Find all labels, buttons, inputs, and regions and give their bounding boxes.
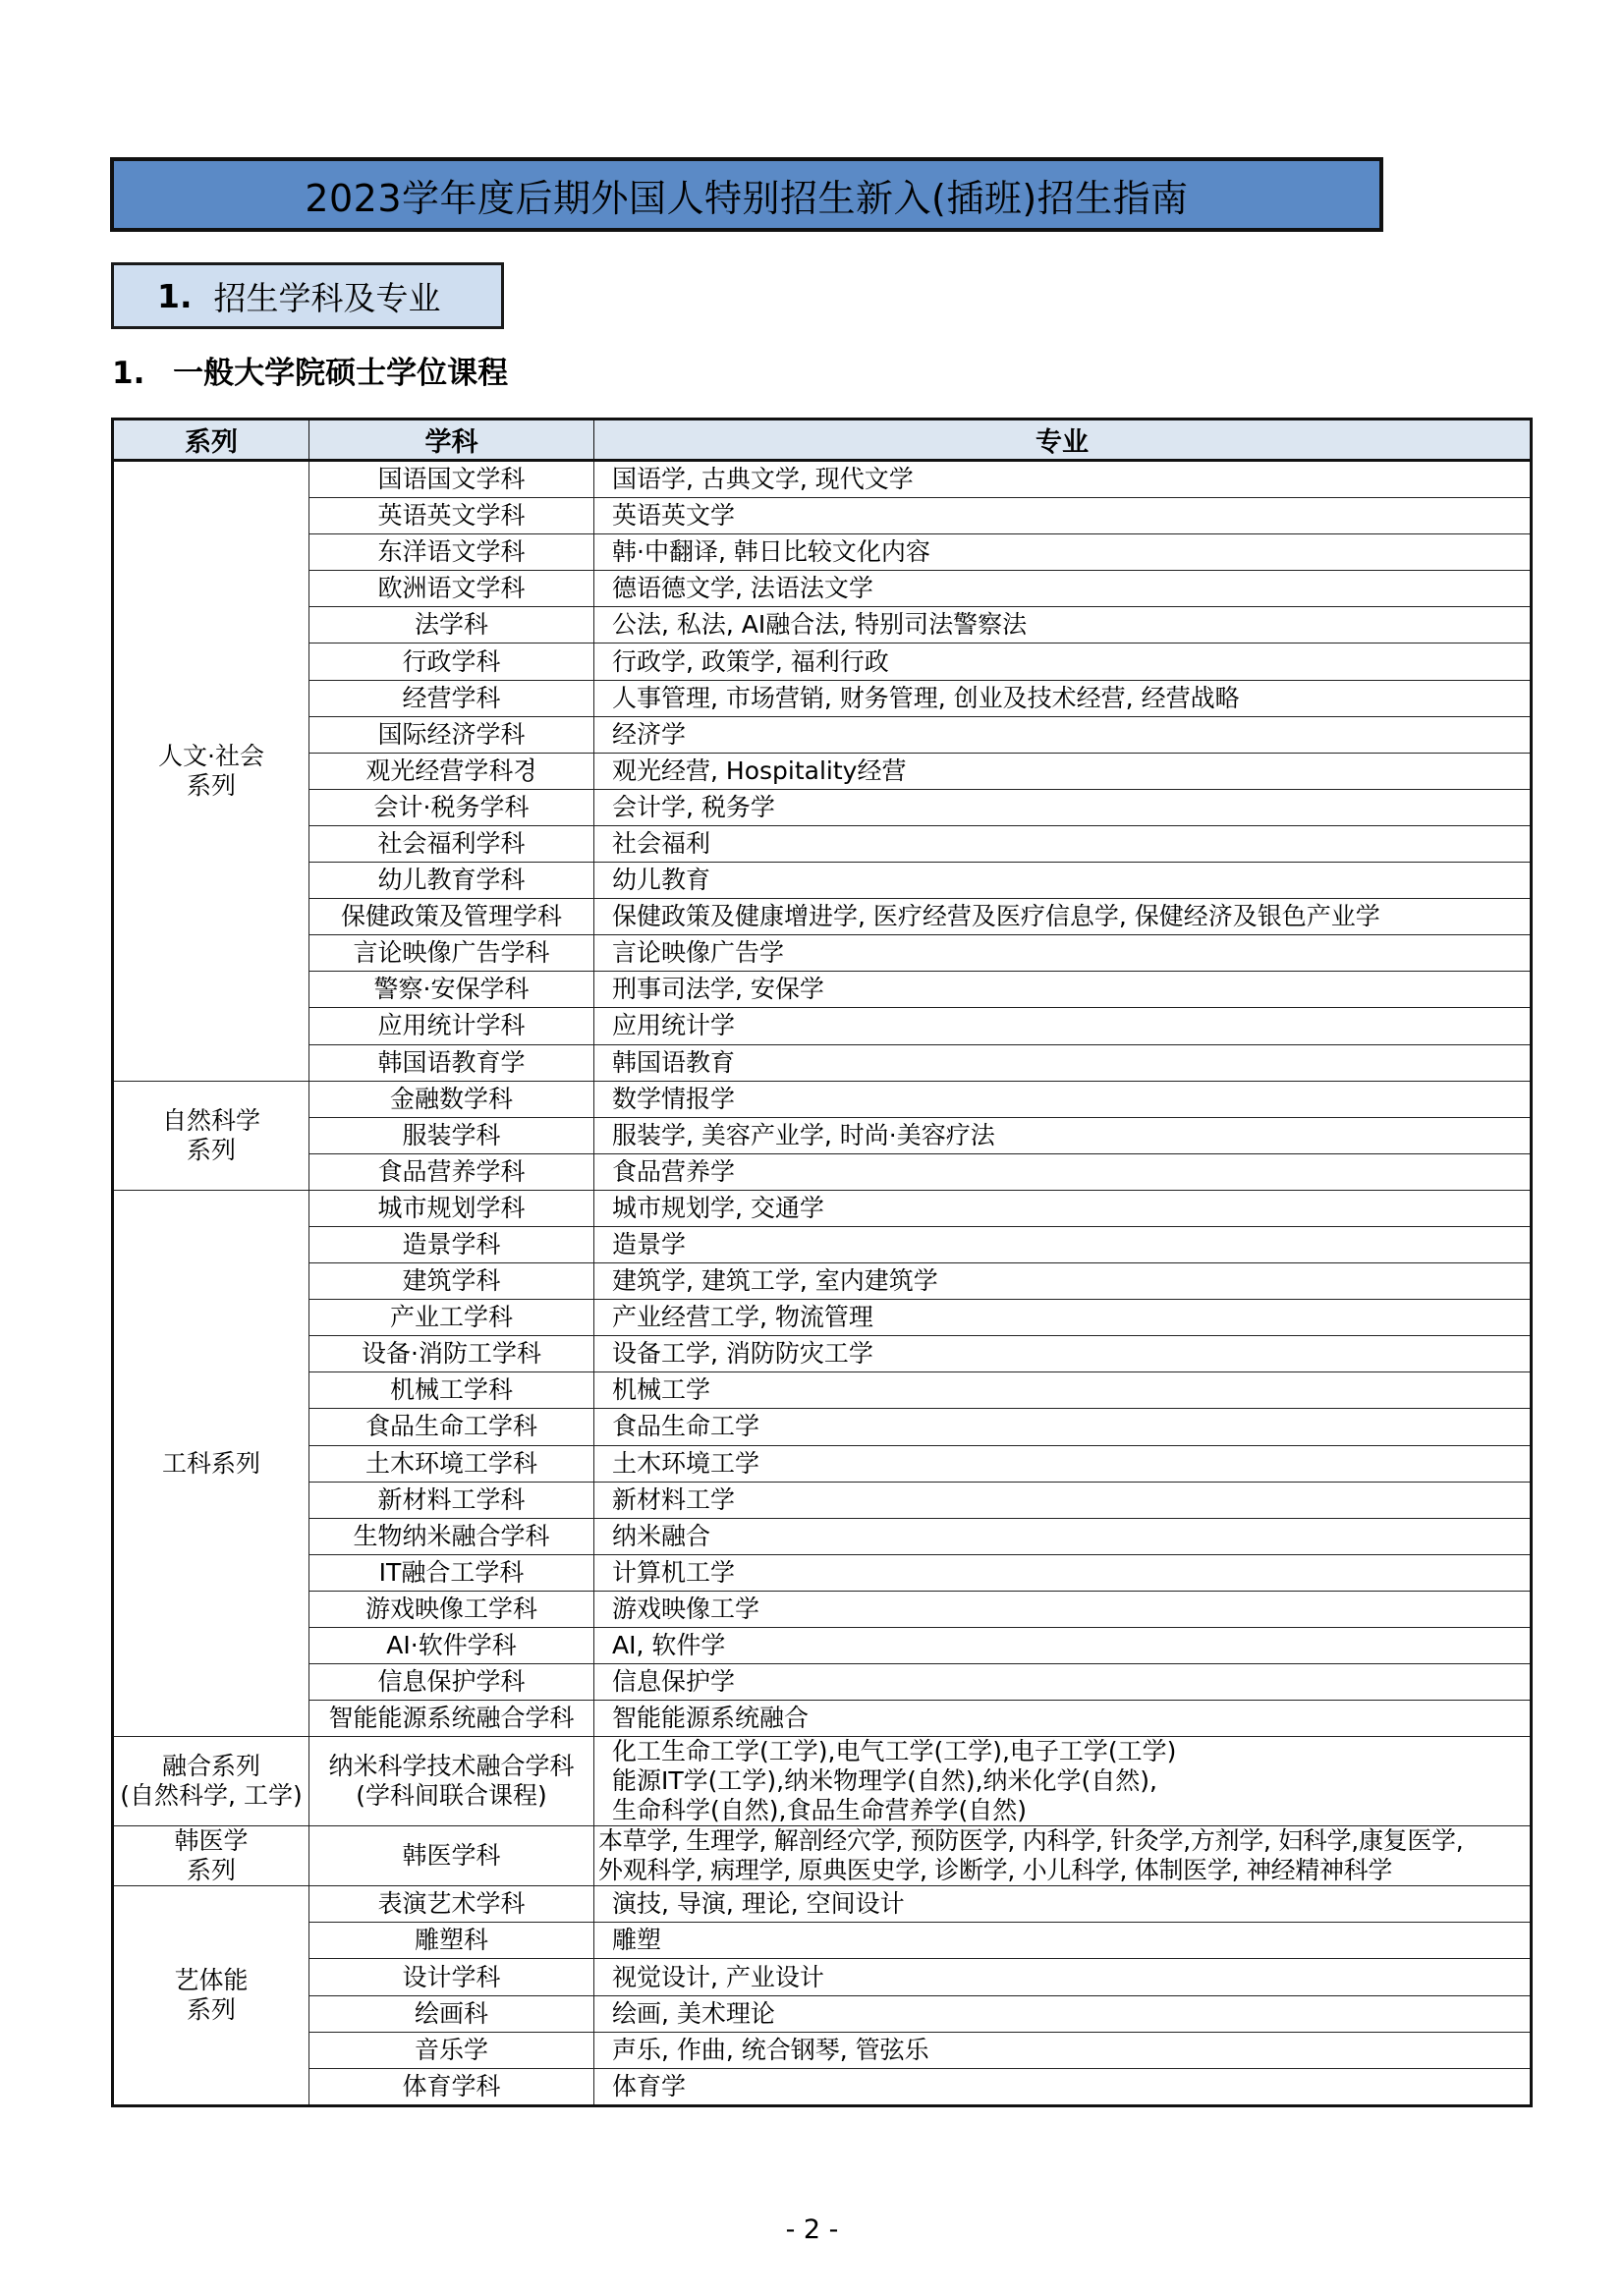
department-cell xyxy=(309,1117,594,1153)
department-text: AI·软件学科 xyxy=(386,1631,517,1660)
major-cell xyxy=(594,571,1532,607)
major-text: 演技, 导演, 理论, 空间设计 xyxy=(612,1889,905,1919)
department-cell xyxy=(309,1008,594,1044)
major-text: 信息保护学 xyxy=(612,1667,736,1697)
major-cell xyxy=(594,1826,1532,1886)
department-text: 国语国文学科 xyxy=(377,465,526,494)
major-text: 保健政策及健康增进学, 医疗经营及医疗信息学, 保健经济及银色产业学 xyxy=(612,902,1380,931)
major-cell xyxy=(594,607,1532,644)
major-cell xyxy=(594,680,1532,716)
department-text: 保健政策及管理学科 xyxy=(340,902,562,931)
department-text: 设备·消防工学科 xyxy=(362,1339,541,1369)
major-cell xyxy=(594,1482,1532,1518)
major-cell xyxy=(594,1336,1532,1372)
department-text: 建筑学科 xyxy=(402,1266,501,1296)
document-title: 2023学年度后期外国人特别招生新入(插班)招生指南 xyxy=(110,157,1383,232)
department-cell xyxy=(309,1737,594,1826)
major-text: 食品营养学 xyxy=(612,1156,736,1186)
department-cell xyxy=(309,1226,594,1262)
department-cell xyxy=(309,571,594,607)
major-cell xyxy=(594,1923,1532,1959)
table-row xyxy=(113,789,1532,825)
table-row xyxy=(113,1591,1532,1627)
category-text: 系列 xyxy=(186,770,236,800)
table-row xyxy=(113,1409,1532,1445)
subsection-label: 一般大学院硕士学位课程 xyxy=(173,356,509,391)
department-text: 英语英文学科 xyxy=(377,501,526,531)
major-cell xyxy=(594,753,1532,789)
department-text: 体育学科 xyxy=(402,2071,501,2100)
table-row xyxy=(113,534,1532,571)
majors-table xyxy=(111,418,1533,2107)
major-cell xyxy=(594,1153,1532,1190)
major-text: 会计学, 税务学 xyxy=(612,792,775,821)
category-text: 人文·社会 xyxy=(158,741,264,770)
table-row xyxy=(113,1190,1532,1226)
section-heading xyxy=(111,262,504,329)
department-cell xyxy=(309,753,594,789)
department-cell xyxy=(309,1263,594,1300)
major-cell xyxy=(594,1518,1532,1554)
department-cell xyxy=(309,1628,594,1664)
major-text: 智能能源系统融合 xyxy=(612,1704,810,1733)
department-text: 社会福利学科 xyxy=(377,828,526,858)
table-row xyxy=(113,607,1532,644)
major-text: 机械工学 xyxy=(612,1375,711,1405)
major-cell xyxy=(594,1664,1532,1701)
major-cell xyxy=(594,1445,1532,1482)
major-cell xyxy=(594,825,1532,862)
major-cell xyxy=(594,1701,1532,1737)
category-text: 工科系列 xyxy=(161,1448,260,1478)
department-text: 食品营养学科 xyxy=(377,1156,526,1186)
major-cell xyxy=(594,1591,1532,1627)
page-number: - 2 - xyxy=(785,2214,839,2245)
major-text: 幼儿教育 xyxy=(612,866,711,895)
major-text: 外观科学, 病理学, 原典医史学, 诊断学, 小儿科学, 体制医学, 神经精神科学 xyxy=(598,1856,1393,1885)
table-row xyxy=(113,1923,1532,1959)
table-row xyxy=(113,716,1532,753)
department-cell xyxy=(309,2032,594,2068)
department-cell xyxy=(309,1701,594,1737)
department-cell xyxy=(309,1995,594,2032)
department-text: 新材料工学科 xyxy=(377,1484,526,1514)
table-row xyxy=(113,1081,1532,1117)
table-row xyxy=(113,899,1532,935)
major-cell xyxy=(594,1995,1532,2032)
category-text: 融合系列 xyxy=(161,1752,260,1781)
department-cell xyxy=(309,1300,594,1336)
department-cell xyxy=(309,1826,594,1886)
major-text: 韩国语教育 xyxy=(612,1047,736,1077)
department-cell xyxy=(309,1518,594,1554)
major-cell xyxy=(594,972,1532,1008)
section-label: 招生学科及专业 xyxy=(213,278,441,317)
table-row xyxy=(113,863,1532,899)
major-text: 德语德文学, 法语法文学 xyxy=(612,574,873,603)
major-text: 建筑学, 建筑工学, 室内建筑学 xyxy=(612,1266,938,1296)
table-body xyxy=(113,461,1532,2106)
table-row xyxy=(113,972,1532,1008)
major-text: 言论映像广告学 xyxy=(612,938,785,968)
department-cell xyxy=(309,825,594,862)
department-cell xyxy=(309,1482,594,1518)
subsection-heading xyxy=(112,348,508,392)
major-text: 食品生命工学 xyxy=(612,1412,760,1441)
department-text: 韩国语教育学 xyxy=(377,1047,526,1077)
department-cell xyxy=(309,935,594,972)
major-text: 韩·中翻译, 韩日比较文化内容 xyxy=(612,537,930,567)
department-text: 观光经营学科경 xyxy=(365,756,537,785)
department-text: 欧洲语文学科 xyxy=(377,574,526,603)
major-cell xyxy=(594,1628,1532,1664)
department-cell xyxy=(309,1372,594,1409)
category-text: 韩医学 xyxy=(174,1826,249,1856)
major-text: 游戏映像工学 xyxy=(612,1594,760,1623)
department-text: 绘画科 xyxy=(414,1998,488,2028)
major-text: 纳米融合 xyxy=(612,1521,711,1550)
category-text: (自然科学, 工学) xyxy=(120,1781,303,1811)
major-text: 绘画, 美术理论 xyxy=(612,1998,775,2028)
table-row xyxy=(113,1445,1532,1482)
table-row xyxy=(113,753,1532,789)
header-category: 系列 xyxy=(113,420,309,461)
table-row xyxy=(113,1226,1532,1262)
department-text: 土木环境工学科 xyxy=(364,1448,537,1478)
major-text: 刑事司法学, 安保学 xyxy=(612,975,824,1004)
table-row xyxy=(113,1886,1532,1923)
category-text: 系列 xyxy=(186,1135,236,1164)
table-row xyxy=(113,1153,1532,1190)
table-row xyxy=(113,1044,1532,1081)
major-cell xyxy=(594,534,1532,571)
major-text: 数学情报学 xyxy=(612,1084,736,1113)
major-cell xyxy=(594,1409,1532,1445)
table-row xyxy=(113,1482,1532,1518)
department-cell xyxy=(309,1923,594,1959)
department-cell xyxy=(309,1153,594,1190)
department-text: 机械工学科 xyxy=(389,1375,513,1405)
department-text: 纳米科学技术融合学科 xyxy=(328,1752,575,1781)
department-cell xyxy=(309,1664,594,1701)
department-text: 应用统计学科 xyxy=(377,1011,526,1040)
department-cell xyxy=(309,1044,594,1081)
table-row xyxy=(113,644,1532,680)
table-row xyxy=(113,680,1532,716)
department-cell xyxy=(309,1409,594,1445)
department-cell xyxy=(309,972,594,1008)
category-cell xyxy=(113,1737,309,1826)
table-row xyxy=(113,1628,1532,1664)
major-cell xyxy=(594,716,1532,753)
major-text: 视觉设计, 产业设计 xyxy=(612,1962,824,1991)
department-text: 经营学科 xyxy=(402,683,501,712)
major-text: 城市规划学, 交通学 xyxy=(612,1193,824,1222)
major-cell xyxy=(594,935,1532,972)
department-text: 表演艺术学科 xyxy=(377,1889,526,1919)
table-header-row xyxy=(113,420,1532,461)
department-text: 行政学科 xyxy=(402,646,501,676)
table-row xyxy=(113,2032,1532,2068)
major-cell xyxy=(594,644,1532,680)
department-cell xyxy=(309,1190,594,1226)
major-text: 声乐, 作曲, 统合钢琴, 管弦乐 xyxy=(612,2035,929,2064)
table-row xyxy=(113,1701,1532,1737)
major-cell xyxy=(594,2032,1532,2068)
table-row xyxy=(113,571,1532,607)
department-text: 智能能源系统融合学科 xyxy=(328,1704,575,1733)
department-text: 服装学科 xyxy=(402,1120,501,1149)
major-text: 国语学, 古典文学, 现代文学 xyxy=(612,465,914,494)
department-text: 食品生命工学科 xyxy=(364,1412,537,1441)
table-row xyxy=(113,461,1532,498)
major-cell xyxy=(594,2068,1532,2105)
major-cell xyxy=(594,863,1532,899)
category-cell xyxy=(113,461,309,1082)
major-text: 本草学, 生理学, 解剖经穴学, 预防医学, 内科学, 针灸学,方剂学, 妇科学,康复医学, xyxy=(598,1826,1464,1856)
department-text: 韩医学科 xyxy=(402,1841,501,1871)
major-text: 经济学 xyxy=(612,719,687,749)
major-cell xyxy=(594,1886,1532,1923)
department-cell xyxy=(309,1336,594,1372)
department-text: 信息保护学科 xyxy=(377,1667,526,1697)
department-cell xyxy=(309,680,594,716)
table-row xyxy=(113,2068,1532,2105)
category-text: 自然科学 xyxy=(161,1105,260,1135)
department-cell xyxy=(309,607,594,644)
department-cell xyxy=(309,534,594,571)
department-text: 游戏映像工学科 xyxy=(364,1594,537,1623)
major-cell xyxy=(594,1959,1532,1995)
subsection-number: 1. xyxy=(112,356,145,391)
section-number: 1. xyxy=(157,276,193,315)
department-cell xyxy=(309,1081,594,1117)
table-row xyxy=(113,1826,1532,1886)
department-text: 警察·安保学科 xyxy=(373,975,530,1004)
major-cell xyxy=(594,1190,1532,1226)
department-text: 设计学科 xyxy=(402,1962,501,1991)
header-department: 学科 xyxy=(309,420,594,461)
department-cell xyxy=(309,2068,594,2105)
major-text: 雕塑 xyxy=(612,1926,662,1955)
major-cell xyxy=(594,789,1532,825)
major-text: 应用统计学 xyxy=(612,1011,736,1040)
major-text: 新材料工学 xyxy=(612,1484,736,1514)
department-text: 国际经济学科 xyxy=(377,719,526,749)
category-cell xyxy=(113,1886,309,2106)
major-cell xyxy=(594,1044,1532,1081)
major-text: 观光经营, Hospitality经营 xyxy=(612,756,907,785)
table-row xyxy=(113,1008,1532,1044)
department-cell xyxy=(309,1591,594,1627)
category-text: 系列 xyxy=(186,1995,236,2025)
department-text: 幼儿教育学科 xyxy=(377,866,526,895)
table-row xyxy=(113,1372,1532,1409)
department-text: 会计·税务学科 xyxy=(373,792,530,821)
department-text: (学科间联合课程) xyxy=(356,1781,547,1811)
category-cell xyxy=(113,1826,309,1886)
department-text: 东洋语文学科 xyxy=(377,537,526,567)
department-text: 城市规划学科 xyxy=(377,1193,526,1222)
department-cell xyxy=(309,644,594,680)
department-text: 生物纳米融合学科 xyxy=(353,1521,550,1550)
major-text: 人事管理, 市场营销, 财务管理, 创业及技术经营, 经营战略 xyxy=(612,683,1240,712)
table-row xyxy=(113,1117,1532,1153)
major-cell xyxy=(594,1737,1532,1826)
department-cell xyxy=(309,789,594,825)
major-text: 计算机工学 xyxy=(612,1557,736,1587)
major-cell xyxy=(594,1372,1532,1409)
table-row xyxy=(113,1518,1532,1554)
table-row xyxy=(113,1336,1532,1372)
major-text: 英语英文学 xyxy=(612,501,736,531)
department-cell xyxy=(309,863,594,899)
major-text: 公法, 私法, AI融合法, 特别司法警察法 xyxy=(612,610,1028,640)
major-text: 产业经营工学, 物流管理 xyxy=(612,1303,873,1332)
major-text: 服装学, 美容产业学, 时尚·美容疗法 xyxy=(612,1120,995,1149)
table-row xyxy=(113,1959,1532,1995)
major-cell xyxy=(594,1300,1532,1336)
department-cell xyxy=(309,899,594,935)
major-cell xyxy=(594,1117,1532,1153)
department-text: 音乐学 xyxy=(414,2035,488,2064)
table-row xyxy=(113,1995,1532,2032)
major-text: 土木环境工学 xyxy=(612,1448,760,1478)
department-text: 产业工学科 xyxy=(389,1303,513,1332)
table-row xyxy=(113,1664,1532,1701)
table-row xyxy=(113,1263,1532,1300)
major-cell xyxy=(594,1081,1532,1117)
major-text: 能源IT学(工学),纳米物理学(自然),纳米化学(自然), xyxy=(612,1766,1158,1796)
table-row xyxy=(113,825,1532,862)
major-cell xyxy=(594,899,1532,935)
table-row xyxy=(113,1300,1532,1336)
department-cell xyxy=(309,1886,594,1923)
department-cell xyxy=(309,1554,594,1591)
major-text: 行政学, 政策学, 福利行政 xyxy=(612,646,889,676)
major-text: 造景学 xyxy=(612,1230,687,1259)
major-text: 生命科学(自然),食品生命营养学(自然) xyxy=(612,1796,1027,1825)
major-cell xyxy=(594,498,1532,534)
department-cell xyxy=(309,498,594,534)
department-text: 造景学科 xyxy=(402,1230,501,1259)
major-cell xyxy=(594,1008,1532,1044)
department-cell xyxy=(309,1959,594,1995)
department-text: IT融合工学科 xyxy=(378,1557,525,1587)
department-text: 言论映像广告学科 xyxy=(353,938,550,968)
major-cell xyxy=(594,1554,1532,1591)
department-cell xyxy=(309,716,594,753)
department-text: 雕塑科 xyxy=(414,1926,488,1955)
table-row xyxy=(113,935,1532,972)
table-row xyxy=(113,498,1532,534)
table-row xyxy=(113,1737,1532,1826)
department-text: 金融数学科 xyxy=(389,1084,513,1113)
major-text: 社会福利 xyxy=(612,828,711,858)
category-cell xyxy=(113,1081,309,1190)
category-text: 系列 xyxy=(186,1856,236,1885)
department-cell xyxy=(309,1445,594,1482)
major-text: 设备工学, 消防防灾工学 xyxy=(612,1339,873,1369)
department-cell xyxy=(309,461,594,498)
major-cell xyxy=(594,1226,1532,1262)
header-major: 专业 xyxy=(594,420,1532,461)
major-cell xyxy=(594,461,1532,498)
major-cell xyxy=(594,1263,1532,1300)
category-text: 艺体能 xyxy=(174,1966,249,1995)
major-text: 化工生命工学(工学),电气工学(工学),电子工学(工学) xyxy=(612,1737,1177,1766)
table-row xyxy=(113,1554,1532,1591)
major-text: AI, 软件学 xyxy=(612,1631,726,1660)
category-cell xyxy=(113,1190,309,1736)
major-text: 体育学 xyxy=(612,2071,687,2100)
department-text: 法学科 xyxy=(414,610,488,640)
